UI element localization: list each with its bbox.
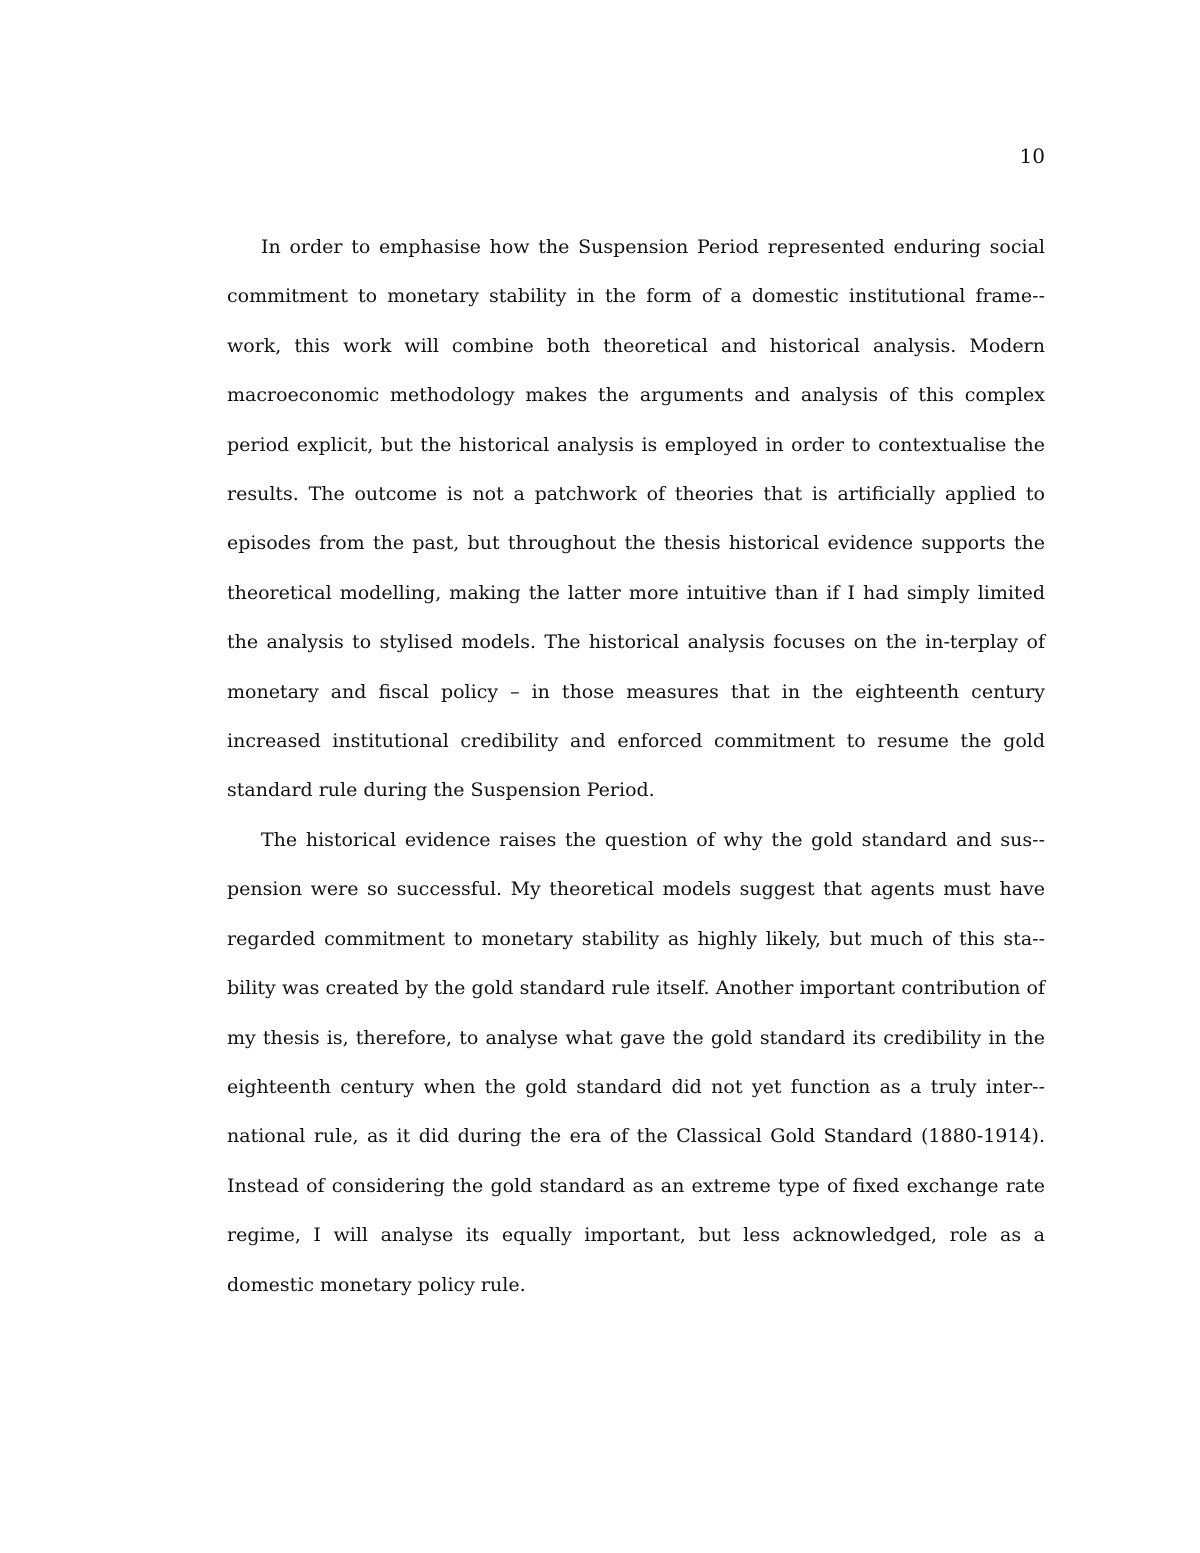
page-number: 10 [1019,144,1045,168]
body-text [227,223,1045,1310]
paragraph-suspension-period: In order to emphasise how the Suspension Period represented enduring social commitment to monetary stability in the form of a domestic institutional frame-work, this work will combine both theoretical and historical analysis. Modern macroeconomic methodology makes the arguments and analysis of this complex period explicit, but the historical analysis is employed in order to contextualise the results. The outcome is not a patchwork of theories that is artificially applied to episodes from the past, but throughout the thesis historical evidence supports the theoretical modelling, making the latter more intuitive than if I had simply limited the analysis to stylised models. The historical analysis focuses on the in-terplay of monetary and fiscal policy – in those measures that in the eighteenth century increased institutional credibility and enforced commitment to resume the gold standard rule during the Suspension Period. [227,236,1045,802]
paragraph-historical-evidence: The historical evidence raises the question of why the gold standard and sus-pension were so successful. My theoretical models suggest that agents must have regarded commitment to monetary stability as highly likely, but much of this sta-bility was created by the gold standard rule itself. Another important contribution of my thesis is, therefore, to analyse what gave the gold standard its credibility in the eighteenth century when the gold standard did not yet function as a truly inter-national rule, as it did during the era of the Classical Gold Standard (1880-1914). Instead of considering the gold standard as an extreme type of fixed exchange rate regime, I will analyse its equally important, but less acknowledged, role as a domestic monetary policy rule. [227,828,1045,1296]
